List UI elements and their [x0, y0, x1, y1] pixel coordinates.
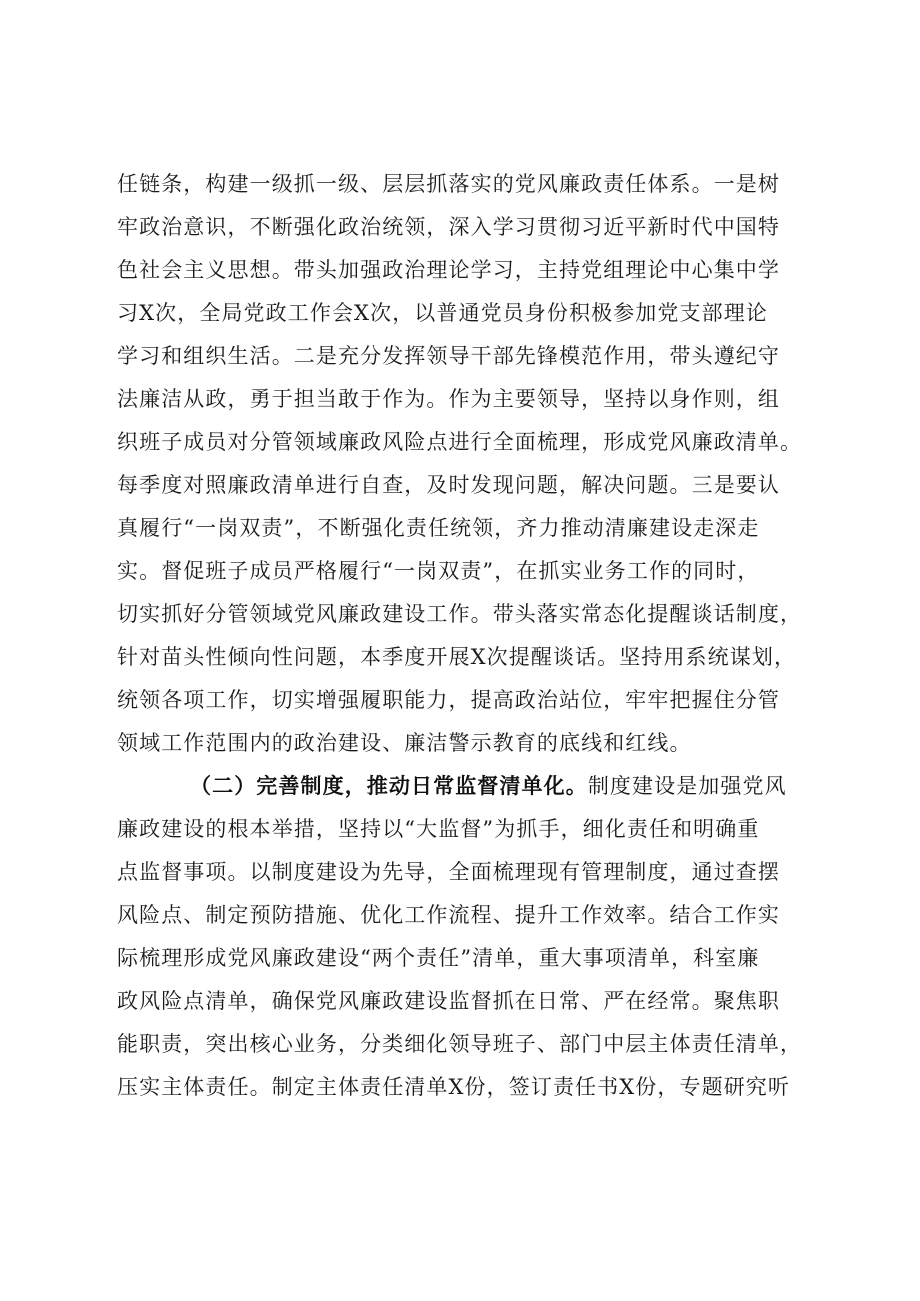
- paragraph-2-line-1: 廉政建设的根本举措，坚持以“大监督”为抓手，细化责任和明确重: [117, 817, 760, 841]
- paragraph-1-line-2: 牢政治意识，不断强化政治统领，深入学习贯彻习近平新时代中国特: [117, 215, 780, 239]
- paragraph-1-line-6: 法廉洁从政，勇于担当敢于作为。作为主要领导，坚持以身作则，组: [117, 387, 780, 411]
- paragraph-1-line-13: 统领各项工作，切实增强履职能力，提高政治站位，牢牢把握住分管: [117, 688, 780, 712]
- paragraph-2-line-7: 压实主体责任。制定主体责任清单X份，签订责任书X份，专题研究听: [117, 1075, 790, 1099]
- section-2-first-line-text: 制度建设是加强党风: [587, 774, 787, 798]
- paragraph-2-line-2: 点监督事项。以制度建设为先导，全面梳理现有管理制度，通过查摆: [117, 860, 780, 884]
- paragraph-1-line-10: 实。督促班子成员严格履行“一岗双责”，在抓实业务工作的同时，: [117, 559, 760, 583]
- paragraph-1-line-12: 针对苗头性倾向性问题，本季度开展X次提醒谈话。坚持用系统谋划，: [117, 645, 797, 669]
- section-2-heading: （二）完善制度，推动日常监督清单化。: [190, 774, 588, 798]
- paragraph-1-line-4: 习X次，全局党政工作会X次，以普通党员身份积极参加党支部理论: [117, 301, 768, 325]
- paragraph-1-line-1: 任链条，构建一级抓一级、层层抓落实的党风廉政责任体系。一是树: [117, 172, 780, 196]
- paragraph-2-line-5: 政风险点清单，确保党风廉政建设监督抓在日常、严在经常。聚焦职: [117, 989, 780, 1013]
- paragraph-2-line-6: 能职责，突出核心业务，分类细化领导班子、部门中层主体责任清单，: [117, 1032, 803, 1056]
- paragraph-2-line-4: 际梳理形成党风廉政建设“两个责任”清单，重大事项清单，科室廉: [117, 946, 760, 970]
- paragraph-1-line-9: 真履行“一岗双责”，不断强化责任统领，齐力推动清廉建设走深走: [117, 516, 760, 540]
- paragraph-1-line-14: 领域工作范围内的政治建设、廉洁警示教育的底线和红线。: [117, 731, 692, 755]
- paragraph-1-line-8: 每季度对照廉政清单进行自查，及时发现问题，解决问题。三是要认: [117, 473, 780, 497]
- paragraph-1-line-5: 学习和组织生活。二是充分发挥领导干部先锋模范作用，带头遵纪守: [117, 344, 780, 368]
- paragraph-1-line-11: 切实抓好分管领域党风廉政建设工作。带头落实常态化提醒谈话制度，: [117, 602, 803, 626]
- paragraph-2-line-3: 风险点、制定预防措施、优化工作流程、提升工作效率。结合工作实: [117, 903, 780, 927]
- paragraph-1-line-3: 色社会主义思想。带头加强政治理论学习，主持党组理论中心集中学: [117, 258, 780, 282]
- section-2-first-line: [190, 772, 810, 800]
- paragraph-1-line-7: 织班子成员对分管领域廉政风险点进行全面梳理，形成党风廉政清单。: [117, 430, 803, 454]
